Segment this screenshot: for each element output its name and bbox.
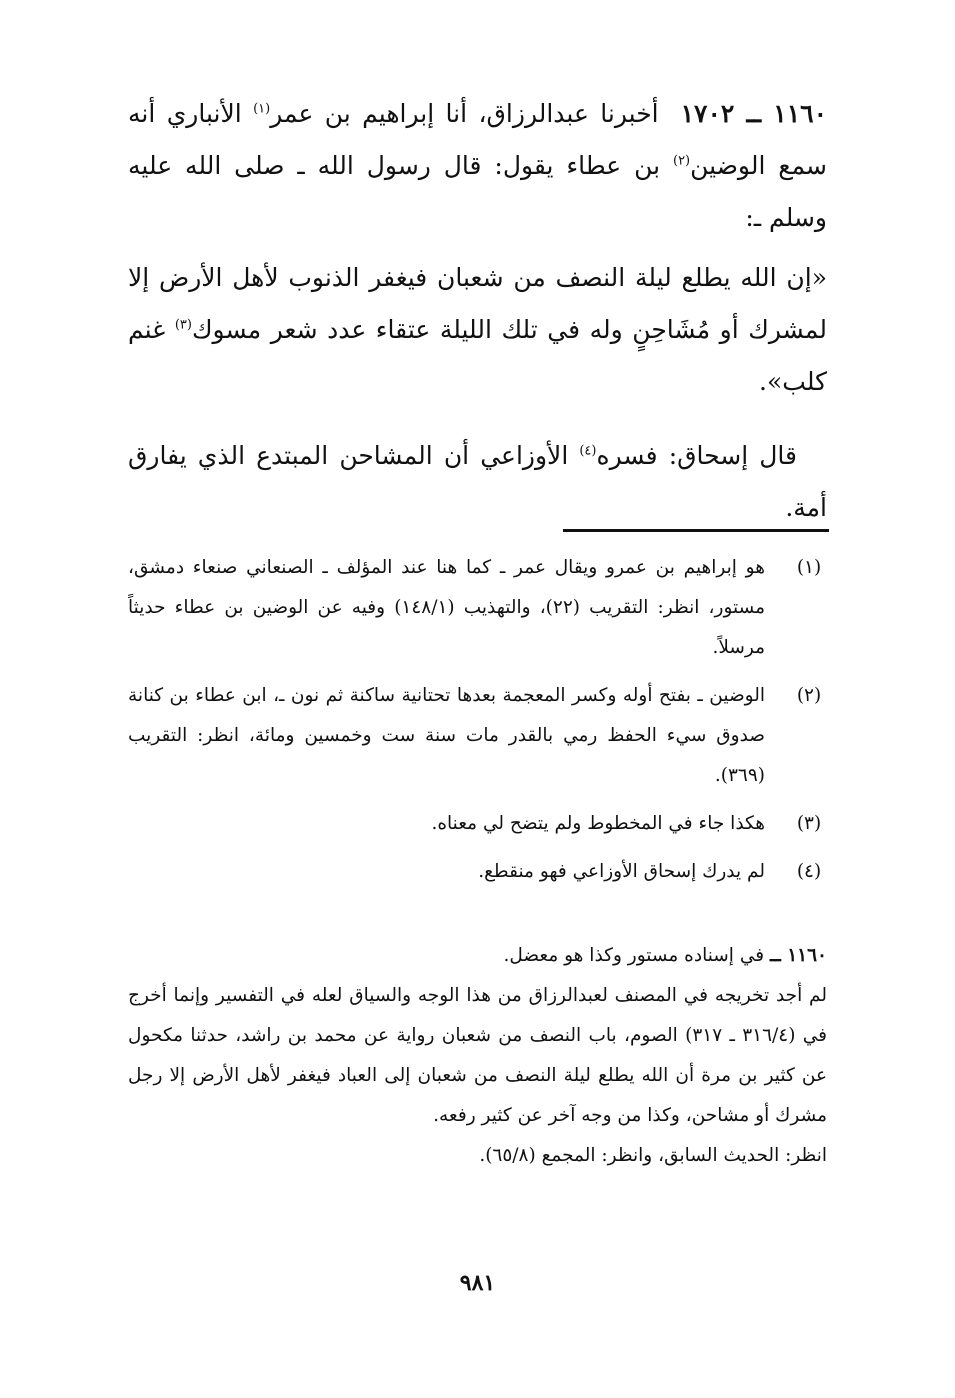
page-number: ٩٨١ — [459, 1270, 496, 1296]
footnote-ref-4[interactable]: (٤) — [579, 443, 597, 459]
takhrij-verdict: في إسناده مستور وكذا هو معضل. — [503, 945, 770, 966]
isnad-paragraph — [128, 88, 827, 244]
footnote-text: الوضين ـ بفتح أوله وكسر المعجمة بعدها تحتانية ساكنة ثم نون ـ، ابن عطاء بن كنانة صدوق سيء الحفظ رمي بالقدر مات سنة ست وخمسين ومائة، انظر: التقريب (٣٦٩). — [128, 685, 765, 786]
hadith-number: ١١٦٠ ــ ١٧٠٢ — [680, 99, 827, 128]
footnote-item — [128, 804, 827, 844]
takhrij-number: ١١٦٠ ــ — [769, 945, 827, 966]
footnote-item — [128, 852, 827, 892]
footnote-ref-1[interactable]: (١) — [253, 101, 271, 117]
takhrij-section — [128, 936, 827, 1176]
isnad-text-3: بن عطاء يقول: قال رسول الله ـ صلى الله عليه وسلم ـ: — [128, 151, 827, 232]
footnote-ref-2[interactable]: (٢) — [672, 153, 691, 169]
footnote-text: هكذا جاء في المخطوط ولم يتضح لي معناه. — [431, 813, 765, 834]
footnote-text: لم يدرك إسحاق الأوزاعي فهو منقطع. — [478, 861, 765, 882]
footnote-number: (٢) — [796, 685, 822, 706]
ishaq-text-1: قال إسحاق: فسره — [596, 441, 797, 470]
footnote-item — [128, 548, 827, 668]
takhrij-references: انظر: الحديث السابق، وانظر: المجمع (٦٥/٨). — [479, 1145, 827, 1166]
ishaq-paragraph — [128, 430, 827, 534]
hadith-text-1: «إن الله يطلع ليلة النصف من شعبان فيغفر الذنوب لأهل الأرض إلا لمشرك أو مُشَاحِنٍ وله في تلك الليلة عتقاء عدد شعر مسوك — [128, 263, 827, 344]
footnotes — [128, 548, 827, 900]
footnote-ref-3[interactable]: (٣) — [174, 317, 192, 333]
hadith-text-2: غنم كلب». — [128, 315, 827, 396]
footnote-item — [128, 676, 827, 796]
footnote-number: (٤) — [796, 861, 822, 882]
isnad-text-1: أخبرنا عبدالرزاق، أنا إبراهيم بن عمر — [270, 99, 659, 128]
footnote-number: (١) — [796, 557, 822, 578]
takhrij-line-1 — [128, 936, 827, 976]
footnote-text: هو إبراهيم بن عمرو ويقال عمر ـ كما هنا عند المؤلف ـ الصنعاني صنعاء دمشق، مستور، انظر: التقريب (٢٢)، والتهذيب (١٤٨/١) وفيه عن الوضين بن عطاء حديثاً مرسلاً. — [128, 557, 765, 658]
takhrij-paragraph: لم أجد تخريجه في المصنف لعبدالرزاق من هذا الوجه والسياق لعله في التفسير وإنما أخرج في (٣١٦/٤ ـ ٣١٧) الصوم، باب النصف من شعبان رواية عن محمد بن راشد، حدثنا مكحول عن كثير بن مرة أن الله يطلع ليلة النصف من شعبان إلى العباد فيغفر لأهل الأرض إلا رجل مشرك أو مشاحن، وكذا من وجه آخر عن كثير رفعه. — [128, 985, 827, 1126]
hadith-text-paragraph — [128, 252, 827, 408]
footnote-separator — [563, 529, 829, 532]
ishaq-text-2: الأوزاعي أن المشاحن المبتدع الذي يفارق أمة. — [128, 441, 827, 522]
isnad-text-2: الأنباري أنه سمع الوضين — [128, 99, 828, 180]
main-text — [128, 88, 827, 534]
footnote-number: (٣) — [796, 813, 822, 834]
